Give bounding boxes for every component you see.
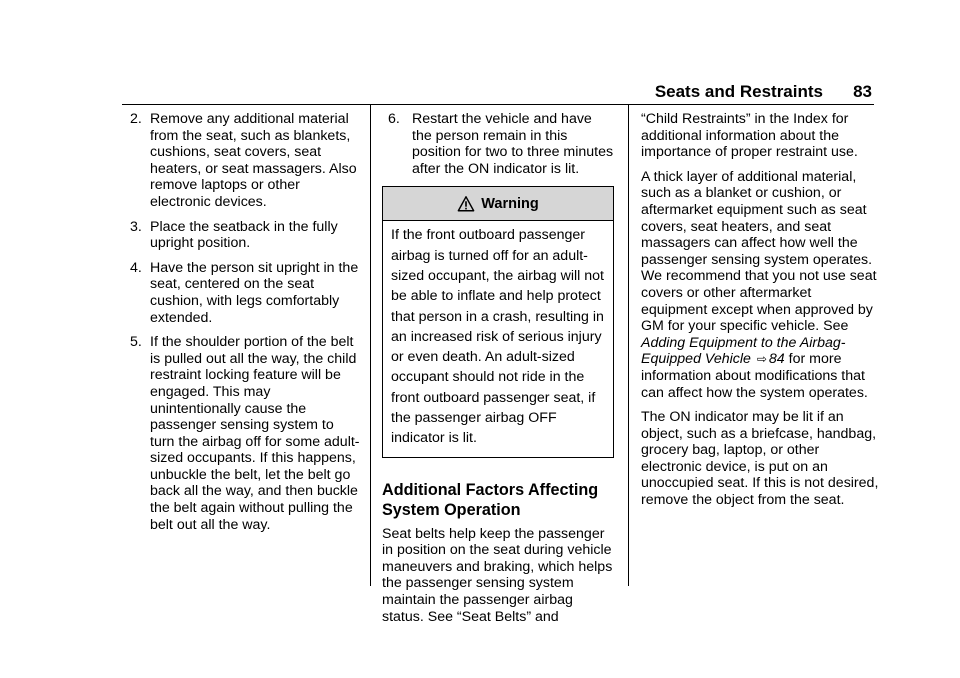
step-text: Restart the vehicle and have the person remain in this position for two to three minutes after the ON indicator is lit. xyxy=(412,111,614,177)
body-paragraph: Seat belts help keep the passenger in position on the seat during vehicle maneuvers and braking, which helps the passenger sensing system maintain the passenger airbag status. See “Seat Belts” and xyxy=(382,525,613,625)
procedure-steps xyxy=(382,111,614,177)
column-2 xyxy=(382,111,614,625)
paragraph-text: A thick layer of additional material, such as a blanket or cushion, or aftermarket equipment such as seat covers, seat heaters, and seat massagers can affect how well the passenger sensing system operates. We recommend that you not use seat covers or other aftermarket equipment except when approved by GM for your specific vehicle. See xyxy=(641,168,877,335)
step-text: If the shoulder portion of the belt is pulled out all the way, the child restraint locking feature will be engaged. This may unintentionally cause the passenger sensing system to turn the airbag off for some adult-sized occupants. If this happens, unbuckle the belt, let the belt go back all the way, and then buckle the belt again without pulling the belt out all the way. xyxy=(150,334,360,533)
procedure-steps xyxy=(130,111,360,533)
step-number: 5. xyxy=(130,334,142,351)
column-3 xyxy=(641,111,879,517)
warning-box xyxy=(382,186,614,457)
page-reference-icon: ⇨ xyxy=(756,352,767,367)
step-number: 6. xyxy=(388,111,400,127)
step-number: 4. xyxy=(130,259,142,276)
body-paragraph: The ON indicator may be lit if an object, such as a briefcase, handbag, grocery bag, laptop, or other electronic device, is put on an unoccupied seat. If this is not desired, remove the object from the seat. xyxy=(641,409,879,509)
list-item xyxy=(130,111,360,211)
list-item xyxy=(130,334,360,533)
warning-text: If the front outboard passenger airbag is turned off for an adult-sized occupant, the airbag will not be able to inflate and help protect that person in a crash, resulting in an increased risk of serious injury or even death. An adult-sized occupant should not ride in the front outboard passenger seat, if the passenger airbag OFF indicator is lit. xyxy=(391,227,604,447)
step-text: Have the person sit upright in the seat, centered on the seat cushion, with legs comfortably extended. xyxy=(150,259,359,326)
list-item xyxy=(130,219,360,252)
list-item xyxy=(382,111,614,177)
warning-icon xyxy=(457,195,475,213)
column-divider xyxy=(370,105,371,586)
list-item xyxy=(130,260,360,326)
warning-title: Warning xyxy=(481,195,539,212)
section-heading: Additional Factors Affecting System Operation xyxy=(382,480,599,519)
step-text: Place the seatback in the fully upright position. xyxy=(150,218,338,252)
warning-header xyxy=(383,187,613,221)
cross-reference-title: Adding Equipment to the Airbag-Equipped Vehicle xyxy=(641,334,846,368)
page-number: 83 xyxy=(853,82,872,101)
step-number: 2. xyxy=(130,111,142,127)
body-paragraph xyxy=(641,169,879,401)
column-1 xyxy=(130,111,360,541)
step-number: 3. xyxy=(130,218,142,235)
column-divider xyxy=(628,105,629,586)
step-text: Remove any additional material from the seat, such as blankets, cushions, seat covers, seat heaters, or seat massagers. Also remove laptops or other electronic devices. xyxy=(150,111,357,210)
header-rule xyxy=(122,104,874,105)
cross-reference-page: 84 xyxy=(768,351,785,368)
page-section-title: Seats and Restraints xyxy=(654,82,823,101)
body-paragraph: “Child Restraints” in the Index for additional information about the importance of proper restraint use. xyxy=(641,111,858,161)
paragraph-text: for more information about modifications that can affect how the system operates. xyxy=(641,351,868,401)
